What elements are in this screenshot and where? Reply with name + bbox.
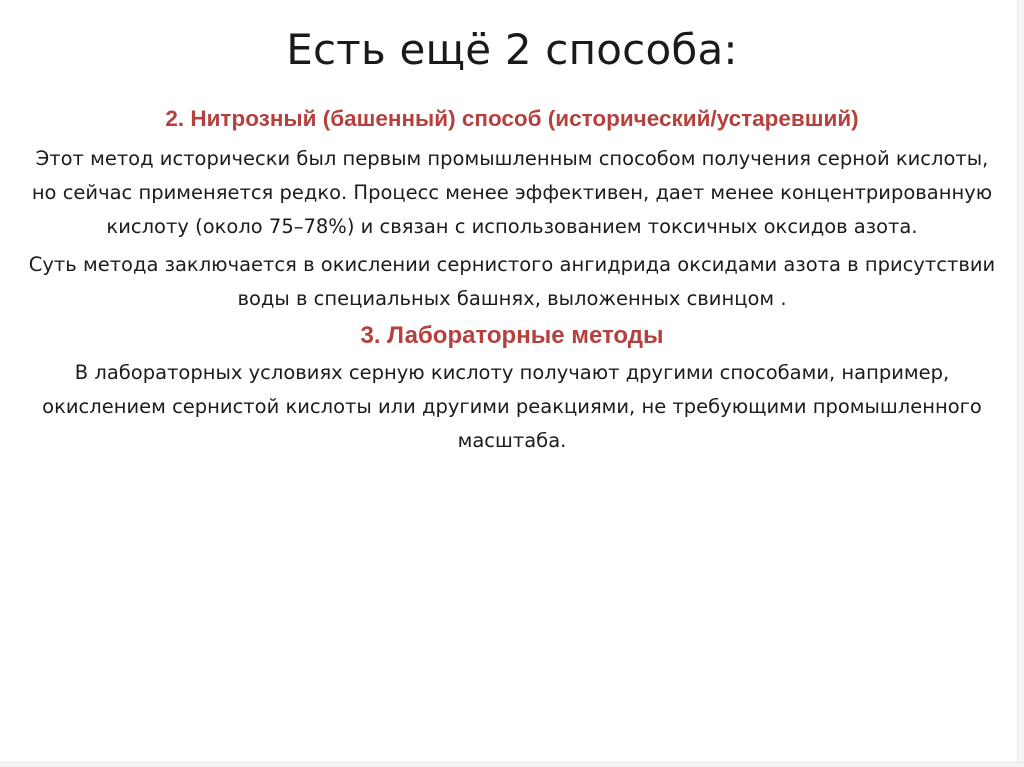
paragraph-nitrous-history: Этот метод исторически был первым промышленным способом получения серной кислоты, но сейчас применяется редко. Процесс менее эффективен, дает менее концентрированную кислоту (около 75–78%) и связан с использованием токсичных оксидов азота.: [31, 147, 993, 238]
slide-edge-bottom: [0, 762, 1024, 767]
section-heading-nitrous-method: 2. Нитрозный (башенный) способ (исторический/устаревший): [165, 106, 859, 131]
paragraph-nitrous-essence: Суть метода заключается в окислении сернистого ангидрида оксидами азота в присутствии воды в специальных башнях, выложенных свинцом .: [28, 253, 996, 310]
slide-content: [24, 104, 1000, 462]
paragraph-lab-methods: В лабораторных условиях серную кислоту получают другими способами, например, окислением сернистой кислоты или другими реакциями, не требующими промышленного масштаба.: [42, 361, 982, 452]
slide-title: Есть ещё 2 способа:: [286, 25, 738, 74]
section-heading-lab-methods: 3. Лабораторные методы: [360, 322, 664, 349]
slide-edge-right: [1017, 0, 1024, 767]
